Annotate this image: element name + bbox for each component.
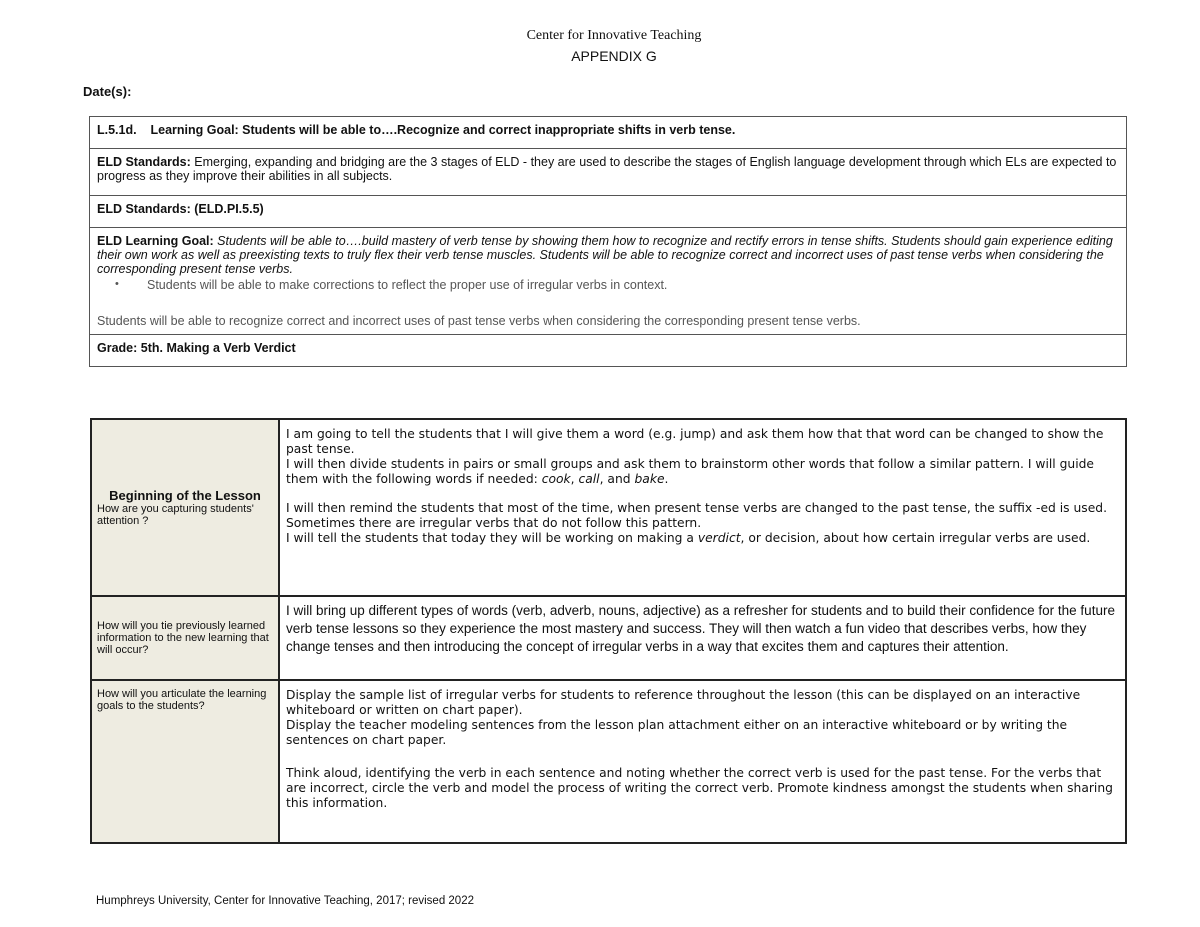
dates-label: Date(s): [83,84,132,99]
eld-learning-goal-text: Students will be able to….build mastery of verb tense by showing them how to recognize and rectify errors in tense shifts. Students should gain experience editing their own work as well as preexisting texts to truly flex their verb tense muscles. Students will be able to recognize correct and incorrect uses of past tense verbs when considering the corresponding present tense verbs. [97,234,1113,276]
beginning-label-cell [91,419,279,596]
grade-title: Grade: 5th. Making a Verb Verdict [97,341,296,355]
beginning-para-1: I am going to tell the students that I will give them a word (e.g. jump) and ask them how that that word can be changed to show the past tense. [286,427,1104,456]
eld-learning-goal-cell [90,228,1127,335]
articulate-para-1: Display the sample list of irregular verbs for students to reference throughout the lesson (this can be displayed on an interactive whiteboard or written on chart paper). [286,688,1081,717]
beginning-para-4: I will tell the students that today they will be working on making a verdict, or decision, about how certain irregular verbs are used. [286,531,1091,545]
lesson-table [90,418,1127,844]
standards-table [89,116,1127,367]
learning-goal-cell [90,117,1127,149]
example-word-call: call [578,472,600,486]
beginning-para-2: I will then divide students in pairs or small groups and ask them to brainstorm other words that follow a similar pattern. I will guide them with the following words if needed: cook, call, and bake. [286,457,1094,486]
example-word-cook: cook [541,472,571,486]
goal-bullet-list [97,278,1119,292]
articulate-goals-content-cell [279,680,1126,843]
tie-learning-label-cell [91,596,279,680]
tie-learning-content-cell [279,596,1126,680]
standard-code: L.5.1d. [97,123,137,137]
verdict-word: verdict [697,531,741,545]
tie-learning-text: I will bring up different types of words (verb, adverb, nouns, adjective) as a refresher for students and to build their confidence for the future verb tense lessons so they experience the most mastery and success. They will then watch a fun video that describes verbs, how they change tenses and then introducing the concept of irregular verbs in a way that excites them and captures their attention. [286,603,1115,654]
list-item: • Students will be able to make corrections to reflect the proper use of irregular verbs in context. [147,278,1119,292]
beginning-title: Beginning of the Lesson [109,488,261,503]
articulate-goals-question: How will you articulate the learning goals to the students? [97,688,267,712]
grade-cell [90,335,1127,367]
eld-code-cell [90,196,1127,228]
beginning-para-3: I will then remind the students that most of the time, when present tense verbs are changed to the past tense, the suffix -ed is used. Sometimes there are irregular verbs that do not follow this pattern. [286,501,1107,530]
beginning-content-cell [279,419,1126,596]
articulate-para-2: Display the teacher modeling sentences from the lesson plan attachment either on an interactive whiteboard or by writing the sentences on chart paper. [286,718,1068,747]
example-word-bake: bake [634,472,665,486]
goal-paragraph: Students will be able to recognize correct and incorrect uses of past tense verbs when considering the corresponding present tense verbs. [97,314,861,328]
eld-learning-goal-label: ELD Learning Goal: [97,234,214,248]
eld-standards-text: Emerging, expanding and bridging are the 3 stages of ELD - they are used to describe the stages of English language development through which ELs are expected to progress as they improve their abilities in all subjects. [97,155,1117,183]
eld-standards-code: ELD Standards: (ELD.PI.5.5) [97,202,264,216]
beginning-question: How are you capturing students' attention ? [97,503,254,527]
articulate-goals-label-cell [91,680,279,843]
articulate-para-3: Think aloud, identifying the verb in each sentence and noting whether the correct verb is used for the past tense. For the verbs that are incorrect, circle the verb and model the process of writing the correct verb. Promote kindness amongst the students when sharing this information. [286,766,1113,810]
page-footer: Humphreys University, Center for Innovative Teaching, 2017; revised 2022 [96,895,474,907]
eld-standards-cell [90,149,1127,196]
appendix-title: APPENDIX G [571,48,657,64]
header-organization: Center for Innovative Teaching [526,28,702,43]
tie-learning-question: How will you tie previously learned information to the new learning that will occur? [97,620,269,656]
eld-standards-label: ELD Standards: [97,155,191,169]
learning-goal-text: Learning Goal: Students will be able to….Recognize and correct inappropriate shifts in verb tense. [150,123,736,137]
